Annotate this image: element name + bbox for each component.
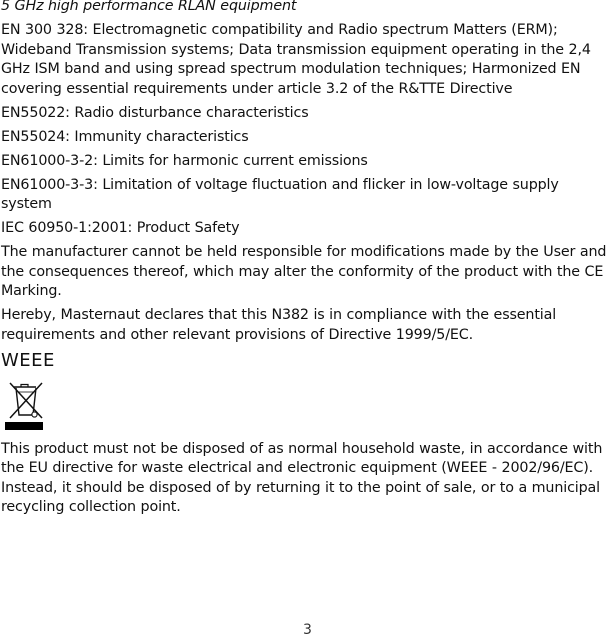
- weee-symbol: [1, 374, 61, 432]
- page-number: 3: [303, 622, 312, 638]
- weee-disposal-paragraph: This product must not be disposed of as normal household waste, in accordance with the EU directive for waste electrical and electronic equipment (WEEE - 2002/96/EC). Instead, it should be disposed of by returning it to the point of sale, or to a municipal recycling collection point.: [1, 440, 603, 515]
- en61000-3-2-line: EN61000-3-2: Limits for harmonic current emissions: [1, 152, 368, 169]
- en61000-3-3-paragraph: EN61000-3-3: Limitation of voltage fluctuation and flicker in low-voltage supply system: [1, 176, 559, 212]
- rlan-equipment-line: 5 GHz high performance RLAN equipment: [1, 0, 297, 14]
- iec-60950-line: IEC 60950-1:2001: Product Safety: [1, 220, 240, 236]
- en-300-328-paragraph: EN 300 328: Electromagnetic compatibility and Radio spectrum Matters (ERM); Wideband Transmission systems; Data transmission equipment operating in the 2,4 GHz ISM band and using spread spectrum modulation techniques; Harmonized EN covering essential requirements under article 3.2 of the R&TTE Directive: [1, 22, 591, 97]
- manufacturer-disclaimer-paragraph: The manufacturer cannot be held responsible for modifications made by the User and the consequences thereof, which may alter the conformity of the product with the CE Marking.: [1, 244, 607, 299]
- declaration-of-conformity-paragraph: Hereby, Masternaut declares that this N382 is in compliance with the essential requirements and other relevant provisions of Directive 1999/5/EC.: [1, 307, 557, 343]
- en55022-line: EN55022: Radio disturbance characteristics: [1, 104, 309, 121]
- crossed-out-wheelie-bin-icon: [1, 374, 61, 432]
- weee-heading: WEEE: [1, 349, 55, 371]
- en55024-line: EN55024: Immunity characteristics: [1, 128, 249, 145]
- page-content: [1, 0, 613, 522]
